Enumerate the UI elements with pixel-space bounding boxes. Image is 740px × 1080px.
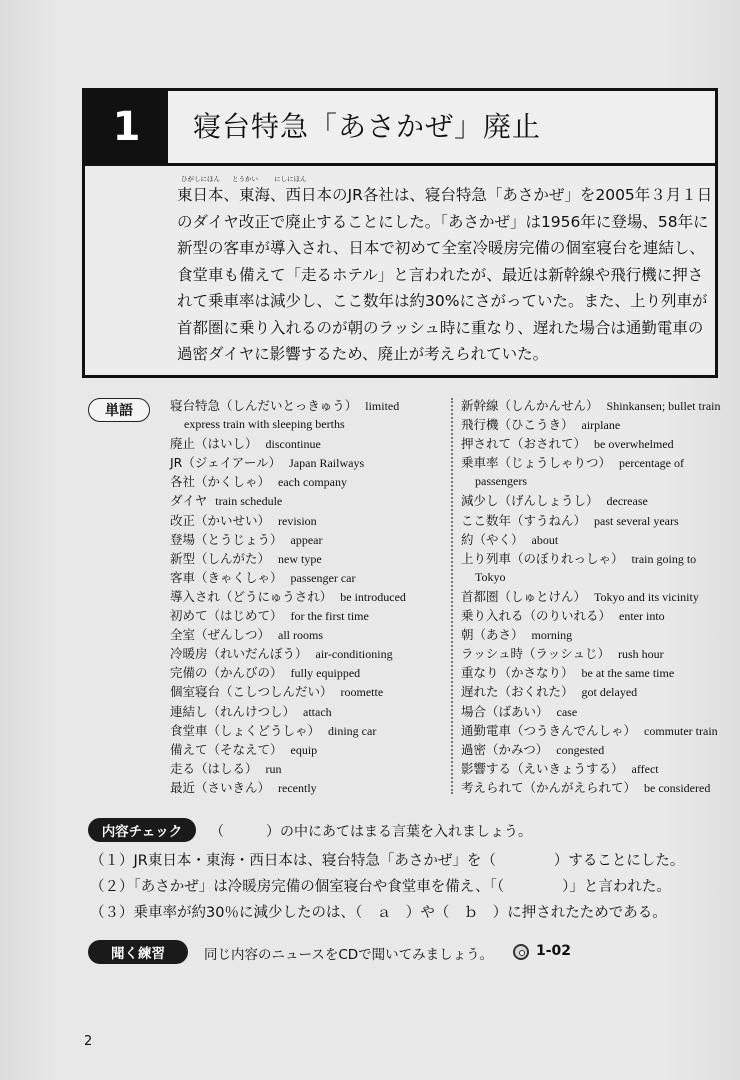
vocab-term: 備えて（そなえて） bbox=[170, 741, 283, 757]
vocab-item bbox=[170, 415, 406, 434]
vocab-meaning: morning bbox=[531, 628, 573, 643]
vocab-term: 食堂車（しょくどうしゃ） bbox=[170, 722, 321, 738]
vocab-meaning: new type bbox=[278, 551, 322, 566]
vocab-meaning: equip bbox=[290, 742, 318, 757]
vocab-term: 減少し（げんしょうし） bbox=[461, 493, 599, 509]
vocab-meaning: rush hour bbox=[618, 647, 664, 662]
vocab-term: 押されて（おされて） bbox=[461, 436, 587, 452]
vocab-item bbox=[461, 682, 721, 701]
vocab-meaning: be overwhelmed bbox=[594, 437, 674, 452]
vocab-meaning: got delayed bbox=[581, 685, 638, 700]
vocab-meaning: affect bbox=[631, 761, 659, 776]
vocab-item bbox=[461, 415, 721, 434]
vocab-list-left bbox=[170, 396, 406, 797]
content-check-instruction: （ ）の中にあてはまる言葉を入れましょう。 bbox=[210, 824, 532, 840]
vocab-term: 考えられて（かんがえられて） bbox=[461, 779, 637, 795]
vocab-item bbox=[170, 472, 406, 491]
vocab-meaning: run bbox=[265, 761, 282, 776]
vocab-item bbox=[170, 453, 406, 472]
lesson-header bbox=[82, 88, 718, 166]
vocab-divider bbox=[451, 398, 453, 794]
vocab-meaning: enter into bbox=[619, 609, 665, 624]
vocab-item bbox=[461, 491, 721, 510]
article-line: 過密ダイヤに影響するため、廃止が考えられていた。 bbox=[177, 345, 549, 363]
vocab-term: 首都圏（しゅとけん） bbox=[461, 588, 587, 604]
vocab-term: 最近（さいきん） bbox=[170, 779, 271, 795]
lesson-number: 1 bbox=[85, 91, 168, 163]
vocab-meaning: be considered bbox=[644, 780, 711, 795]
vocab-term: 乗り入れる（のりいれる） bbox=[461, 608, 612, 624]
page-number: 2 bbox=[84, 1034, 93, 1049]
vocab-item bbox=[170, 721, 406, 740]
vocab-item bbox=[170, 778, 406, 797]
vocab-item bbox=[461, 453, 721, 472]
vocab-term: 寝台特急（しんだいとっきゅう） bbox=[170, 398, 358, 413]
vocab-item bbox=[170, 434, 406, 453]
cd-icon bbox=[513, 944, 529, 960]
vocab-meaning: decrease bbox=[606, 494, 648, 509]
vocab-item bbox=[461, 568, 721, 587]
vocab-meaning: train schedule bbox=[215, 494, 283, 509]
vocab-meaning: dining car bbox=[328, 723, 377, 738]
article-line: 東日本、東海、西日本のJR各社は、寝台特急「あさかぜ」を2005年３月１日 bbox=[177, 186, 713, 204]
vocab-term: 全室（ぜんしつ） bbox=[170, 627, 271, 643]
vocab-item bbox=[461, 549, 721, 568]
vocab-item bbox=[461, 663, 721, 682]
vocab-meaning: case bbox=[556, 704, 578, 719]
vocab-term: 遅れた（おくれた） bbox=[461, 684, 574, 700]
vocab-term: JR（ジェイアール） bbox=[170, 455, 282, 471]
vocab-meaning: be introduced bbox=[340, 589, 406, 604]
vocab-item bbox=[461, 778, 721, 797]
vocab-meaning: percentage of bbox=[619, 456, 684, 471]
vocab-item bbox=[461, 472, 721, 491]
article-line: 首都圏に乗り入れるのが朝のラッシュ時に重なり、遅れた場合は通勤電車の bbox=[177, 318, 704, 337]
question: （３）乗車率が約30％に減少したのは、（ ａ ）や（ ｂ ）に押されたためである。 bbox=[90, 905, 667, 921]
vocab-meaning: past several years bbox=[594, 513, 679, 528]
vocab-term: 通勤電車（つうきんでんしゃ） bbox=[461, 722, 637, 738]
vocab-item bbox=[170, 644, 406, 663]
vocab-item bbox=[170, 740, 406, 759]
vocab-item bbox=[170, 491, 406, 510]
vocab-item bbox=[170, 702, 406, 721]
vocab-meaning: attach bbox=[303, 704, 332, 719]
vocab-term: 冷暖房（れいだんぼう） bbox=[170, 646, 308, 662]
vocab-item bbox=[170, 530, 406, 549]
vocab-item bbox=[461, 625, 721, 644]
vocab-term: 連結し（れんけつし） bbox=[170, 703, 296, 719]
article-line: 新型の客車が導入され、日本で初めて全室冷暖房完備の個室寝台を連結し、 bbox=[177, 239, 705, 257]
vocab-term: ここ数年（すうねん） bbox=[461, 512, 587, 528]
vocab-item bbox=[170, 568, 406, 587]
vocab-item bbox=[170, 511, 406, 530]
listening-instruction: 同じ内容のニュースをCDで聞いてみましょう。 bbox=[204, 947, 494, 963]
vocab-meaning: airplane bbox=[581, 418, 621, 433]
article-text bbox=[177, 182, 713, 368]
vocab-term: ダイヤ bbox=[170, 493, 208, 509]
vocab-term: 客車（きゃくしゃ） bbox=[170, 569, 283, 585]
vocab-term: 過密（かみつ） bbox=[461, 741, 549, 757]
vocab-term: 登場（とうじょう） bbox=[170, 531, 283, 547]
furigana: とうかい bbox=[232, 175, 258, 183]
vocab-item bbox=[170, 549, 406, 568]
vocab-item bbox=[461, 511, 721, 530]
vocab-item bbox=[461, 759, 721, 778]
vocab-item bbox=[170, 587, 406, 606]
vocab-term: ラッシュ時（ラッシュじ） bbox=[461, 646, 611, 662]
vocab-meaning: Tokyo bbox=[475, 569, 506, 584]
vocab-item bbox=[170, 682, 406, 701]
question: （１）JR東日本・東海・西日本は、寝台特急「あさかぜ」を（ ）することにした。 bbox=[90, 853, 685, 869]
vocab-term: 各社（かくしゃ） bbox=[170, 474, 271, 490]
vocab-term: 上り列車（のぼりれっしゃ） bbox=[461, 550, 624, 566]
vocab-meaning: train going to bbox=[631, 551, 697, 566]
vocab-item bbox=[461, 530, 721, 549]
vocab-term: 重なり（かさなり） bbox=[461, 665, 574, 681]
furigana: にしにほん bbox=[274, 175, 307, 183]
vocab-term: 廃止（はいし） bbox=[170, 436, 258, 452]
vocab-term: 新型（しんがた） bbox=[170, 550, 271, 566]
furigana: ひがしにほん bbox=[181, 175, 220, 183]
vocab-meaning: passenger car bbox=[290, 570, 356, 585]
vocab-meaning: limited bbox=[365, 399, 400, 413]
vocab-term: 走る（はしる） bbox=[170, 760, 258, 776]
vocab-item bbox=[461, 606, 721, 625]
vocab-meaning: be at the same time bbox=[581, 666, 675, 681]
article-line: のダイヤ改正で廃止することにした。「あさかぜ」は1956年に登場、58年に bbox=[177, 212, 709, 231]
vocab-item bbox=[461, 434, 721, 453]
listening-label: 聞く練習 bbox=[88, 940, 188, 964]
vocab-term: 改正（かいせい） bbox=[170, 512, 271, 528]
vocab-item bbox=[461, 644, 721, 663]
question: （２）「あさかぜ」は冷暖房完備の個室寝台や食堂車を備え、「（ ）」と言われた。 bbox=[90, 879, 671, 895]
vocab-meaning: express train with sleeping berths bbox=[184, 417, 345, 432]
vocab-term: 新幹線（しんかんせん） bbox=[461, 398, 599, 413]
vocab-meaning: discontinue bbox=[265, 437, 321, 452]
cd-track-number: 1-02 bbox=[536, 943, 572, 959]
vocab-meaning: Japan Railways bbox=[289, 456, 365, 471]
vocab-meaning: appear bbox=[290, 532, 323, 547]
vocab-term: 初めて（はじめて） bbox=[170, 608, 283, 624]
vocab-meaning: Shinkansen; bullet train bbox=[606, 399, 721, 413]
vocab-item bbox=[170, 759, 406, 778]
vocab-meaning: commuter train bbox=[644, 723, 718, 738]
vocab-term: 完備の（かんびの） bbox=[170, 665, 283, 681]
vocab-item bbox=[170, 625, 406, 644]
vocab-meaning: congested bbox=[556, 742, 605, 757]
vocab-item bbox=[461, 396, 721, 415]
article-line: 食堂車も備えて「走るホテル」と言われたが、最近は新幹線や飛行機に押さ bbox=[177, 265, 704, 284]
article-line: れて乗車率は減少し、ここ数年は約30%にさがっていた。また、上り列車が bbox=[177, 292, 708, 310]
lesson-title: 寝台特急「あさかぜ」廃止 bbox=[193, 110, 542, 143]
vocab-term: 影響する（えいきょうする） bbox=[461, 760, 624, 776]
article-box bbox=[82, 166, 718, 378]
vocab-meaning: revision bbox=[278, 513, 317, 528]
vocab-meaning: roomette bbox=[340, 685, 384, 700]
content-check-label: 内容チェック bbox=[88, 818, 196, 842]
vocab-meaning: fully equipped bbox=[290, 666, 361, 681]
vocab-meaning: recently bbox=[278, 780, 317, 795]
vocab-list-right bbox=[461, 396, 721, 797]
vocab-term: 個室寝台（こしつしんだい） bbox=[170, 684, 333, 700]
vocab-meaning: air-conditioning bbox=[315, 647, 393, 662]
vocab-term: 朝（あさ） bbox=[461, 627, 524, 643]
vocab-meaning: passengers bbox=[475, 474, 527, 489]
vocab-item bbox=[461, 587, 721, 606]
vocab-meaning: Tokyo and its vicinity bbox=[594, 589, 699, 604]
vocab-item bbox=[170, 663, 406, 682]
vocab-item bbox=[170, 606, 406, 625]
vocab-meaning: for the first time bbox=[290, 609, 369, 624]
vocab-item bbox=[461, 721, 721, 740]
vocab-meaning: each company bbox=[278, 475, 347, 490]
vocab-meaning: all rooms bbox=[278, 628, 324, 643]
vocab-term: 乗車率（じょうしゃりつ） bbox=[461, 455, 612, 471]
vocab-term: 導入され（どうにゅうされ） bbox=[170, 588, 333, 604]
vocab-term: 約（やく） bbox=[461, 531, 524, 547]
vocab-meaning: about bbox=[531, 532, 559, 547]
vocab-item bbox=[461, 740, 721, 759]
vocab-term: 飛行機（ひこうき） bbox=[461, 417, 574, 433]
vocab-item bbox=[170, 396, 406, 415]
vocab-item bbox=[461, 702, 721, 721]
vocab-label: 単語 bbox=[88, 398, 150, 422]
vocab-term: 場合（ばあい） bbox=[461, 703, 549, 719]
